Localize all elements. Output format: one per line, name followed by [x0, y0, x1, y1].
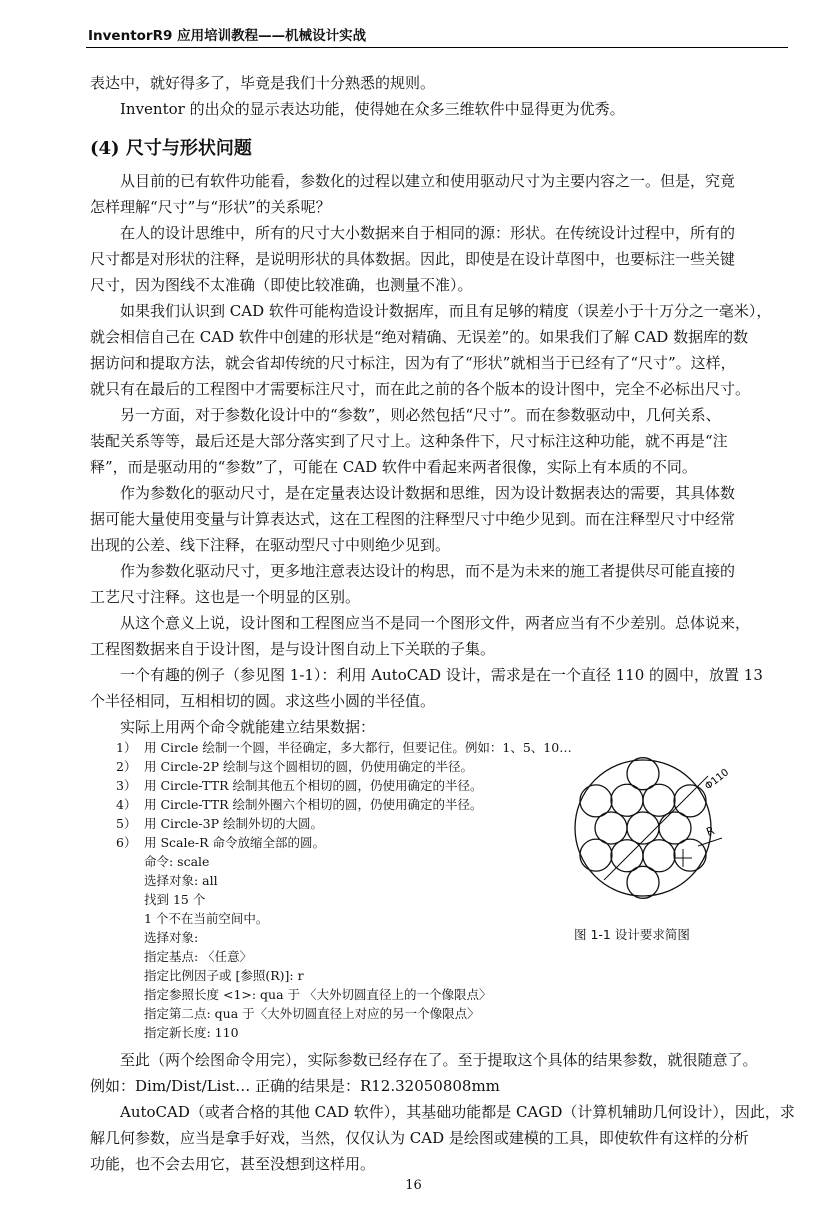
small-circle: [627, 758, 659, 790]
paragraph-line: 工程图数据来自于设计图，是与设计图自动上下关联的子集。: [90, 640, 496, 658]
header-rule: [86, 47, 788, 48]
command-line: 选择对象:: [144, 930, 199, 945]
closing-line: 至此（两个绘图命令用完），实际参数已经存在了。至于提取这个具体的结果参数，就很随意了。: [120, 1051, 758, 1069]
paragraph-line: 释”，而是驱动用的“参数”了，可能在 CAD 软件中看起来两者很像，实际上有本质的不同。: [90, 458, 697, 476]
paragraph-line: 在人的设计思维中，所有的尺寸大小数据来自于相同的源：形状。在传统设计过程中，所有的: [120, 224, 736, 242]
paragraph-line: 作为参数化的驱动尺寸，是在定量表达设计数据和思维，因为设计数据表达的需要，其具体数: [120, 484, 736, 502]
figure-caption: 图 1-1 设计要求简图: [574, 927, 690, 942]
command-line: 找到 15 个: [144, 892, 206, 907]
paragraph-line: 个半径相同，互相相切的圆。求这些小圆的半径值。: [90, 692, 436, 710]
command-line: 命令: scale: [144, 854, 210, 869]
paragraph-line: 尺寸都是对形状的注释，是说明形状的具体数据。因此，即使是在设计草图中，也要标注一些关键: [90, 250, 736, 268]
step-item: 1） 用 Circle 绘制一个圆，半径确定，多大都行，但要记住。例如：1、5、10…: [116, 740, 572, 755]
diameter-label: Φ110: [703, 767, 732, 793]
paragraph-line: 一个有趣的例子（参见图 1-1）：利用 AutoCAD 设计，需求是在一个直径 110 的圆中，放置 13: [120, 666, 763, 684]
paragraph-line: 尺寸，因为图线不太准确（即使比较准确，也测量不准）。: [90, 276, 473, 294]
small-circle: [580, 839, 612, 871]
closing-line: 功能，也不会去用它，甚至没想到这样用。: [90, 1155, 376, 1173]
section-title: (4) 尺寸与形状问题: [90, 138, 252, 159]
diameter-dimension-line: [604, 776, 708, 880]
paragraph-line: 怎样理解“尺寸”与“形状”的关系呢？: [90, 198, 331, 216]
small-circle: [627, 866, 659, 898]
paragraph-line: 实际上用两个命令就能建立结果数据：: [120, 718, 376, 736]
step-item: 4） 用 Circle-TTR 绘制外圈六个相切的圆，仍使用确定的半径。: [116, 797, 483, 812]
paragraph-line: 如果我们认识到 CAD 软件可能构造设计数据库，而且有足够的精度（误差小于十万分之一毫米），: [120, 302, 772, 320]
command-line: 指定基点: 〈任意〉: [144, 949, 253, 964]
paragraph-line: 作为参数化驱动尺寸，更多地注意表达设计的构思，而不是为未来的施工者提供尽可能直接的: [120, 562, 736, 580]
circle-diagram: [575, 758, 711, 899]
page-number: 16: [405, 1178, 422, 1193]
paragraph-line: 出现的公差、线下注释，在驱动型尺寸中则绝少见到。: [90, 536, 451, 554]
command-line: 指定第二点: qua 于〈大外切圆直径上对应的另一个像限点〉: [144, 1006, 480, 1021]
command-line: 指定参照长度 <1>: qua 于 〈大外切圆直径上的一个像限点〉: [144, 987, 492, 1002]
small-circle: [627, 812, 659, 844]
command-line: 指定比例因子或 [参照(R)]: r: [144, 968, 304, 983]
paragraph-line: 据可能大量使用变量与计算表达式，这在工程图的注释型尺寸中绝少见到。而在注释型尺寸中经常: [90, 510, 736, 528]
paragraph-line: 从这个意义上说，设计图和工程图应当不是同一个图形文件，两者应当有不少差别。总体说来，: [120, 614, 751, 632]
closing-line: 解几何参数，应当是拿手好戏，当然，仅仅认为 CAD 是绘图或建模的工具，即使软件有这样的分析: [90, 1129, 749, 1147]
intro-line-2: Inventor 的出众的显示表达功能，使得她在众多三维软件中显得更为优秀。: [120, 100, 625, 118]
closing-line: 例如：Dim/Dist/List… 正确的结果是：R12.32050808mm: [90, 1077, 500, 1095]
step-item: 3） 用 Circle-TTR 绘制其他五个相切的圆，仍使用确定的半径。: [116, 778, 483, 793]
intro-line-1: 表达中，就好得多了，毕竟是我们十分熟悉的规则。: [90, 74, 436, 92]
small-circle: [674, 785, 706, 817]
small-circle: [674, 839, 706, 871]
command-line: 1 个不在当前空间中。: [144, 911, 269, 926]
paragraph-line: 另一方面，对于参数化设计中的“参数”，则必然包括“尺寸”。而在参数驱动中，几何关系、: [120, 406, 721, 424]
small-circle: [580, 785, 612, 817]
paragraph-line: 工艺尺寸注释。这也是一个明显的区别。: [90, 588, 361, 606]
running-header: InventorR9 应用培训教程——机械设计实战: [88, 28, 367, 44]
paragraph-line: 就会相信自己在 CAD 软件中创建的形状是“绝对精确、无误差”的。如果我们了解 CAD 数据库的数: [90, 328, 749, 346]
closing-line: AutoCAD（或者合格的其他 CAD 软件），其基础功能都是 CAGD（计算机辅助几何设计），因此，求: [120, 1103, 795, 1121]
step-item: 6） 用 Scale-R 命令放缩全部的圆。: [116, 835, 325, 850]
paragraph-line: 从目前的已有软件功能看，参数化的过程以建立和使用驱动尺寸为主要内容之一。但是，究竟: [120, 172, 736, 190]
step-item: 2） 用 Circle-2P 绘制与这个圆相切的圆，仍使用确定的半径。: [116, 759, 473, 774]
radius-label: R: [704, 823, 717, 839]
paragraph-line: 装配关系等等，最后还是大部分落实到了尺寸上。这种条件下，尺寸标注这种功能，就不再是“注: [90, 432, 728, 450]
step-item: 5） 用 Circle-3P 绘制外切的大圆。: [116, 816, 323, 831]
paragraph-line: 就只有在最后的工程图中才需要标注尺寸，而在此之前的各个版本的设计图中，完全不必标出尺寸。: [90, 380, 751, 398]
figure-circle-packing: [548, 750, 738, 900]
command-line: 选择对象: all: [144, 873, 218, 888]
paragraph-line: 据访问和提取方法，就会省却传统的尺寸标注，因为有了“形状”就相当于已经有了“尺寸”。这样，: [90, 354, 736, 372]
command-line: 指定新长度: 110: [144, 1025, 239, 1040]
